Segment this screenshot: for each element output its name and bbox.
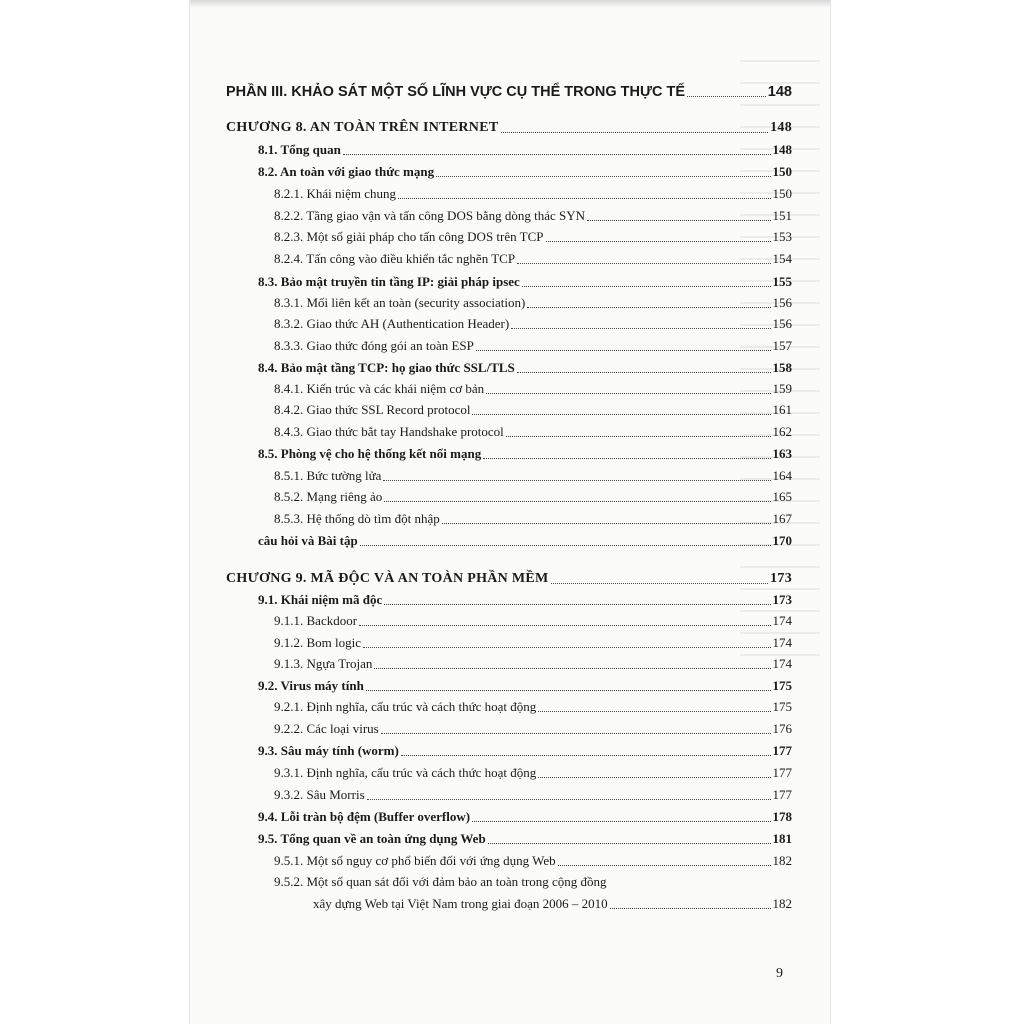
dot-leader — [366, 680, 771, 691]
toc-entry — [226, 120, 792, 136]
toc-entry-page: 182 — [772, 896, 792, 911]
dot-leader — [511, 318, 770, 329]
toc-entry-page: 173 — [772, 592, 792, 607]
toc-entry-title: xây dựng Web tại Việt Nam trong giai đoạn 2006 – 2010 — [313, 896, 608, 911]
toc-entry-page: 158 — [772, 360, 792, 375]
toc-entry — [274, 511, 792, 527]
toc-entry-title: PHẦN III. KHẢO SÁT MỘT SỐ LĨNH VỰC CỤ THỂ TRONG THỰC TẾ — [226, 84, 686, 100]
dot-leader — [398, 188, 770, 199]
toc-entry — [274, 656, 792, 672]
toc-entry-page: 153 — [772, 229, 792, 244]
toc-entry-page: 174 — [772, 656, 792, 671]
dot-leader — [401, 745, 771, 756]
dot-leader — [472, 404, 770, 415]
toc-entry-title: 8.3. Bảo mật truyền tin tầng IP: giải pháp ipsec — [258, 274, 520, 289]
toc-entry — [258, 809, 792, 825]
toc-entry-page: 177 — [772, 765, 792, 780]
toc-entry — [258, 446, 792, 462]
dot-leader — [488, 833, 771, 844]
dot-leader — [522, 276, 771, 287]
toc-entry-page: 157 — [772, 338, 792, 353]
toc-entry-title: 8.3.2. Giao thức AH (Authentication Header) — [274, 316, 510, 331]
dot-leader — [436, 166, 770, 177]
toc-entry — [258, 831, 792, 847]
toc-entry — [258, 142, 792, 158]
toc-entry-page: 159 — [772, 381, 792, 396]
toc-entry-title: 8.5.2. Mạng riêng ảo — [274, 489, 383, 504]
toc-entry-page: 174 — [772, 613, 792, 628]
toc-entry-page: 167 — [772, 511, 792, 526]
toc-entry — [274, 787, 792, 803]
dot-leader — [687, 86, 766, 97]
toc-entry — [274, 424, 792, 440]
toc-entry-title: CHƯƠNG 8. AN TOÀN TRÊN INTERNET — [226, 120, 499, 135]
toc-entry — [274, 765, 792, 781]
toc-entry — [226, 571, 792, 587]
dot-leader — [610, 898, 771, 909]
dot-leader — [383, 470, 770, 481]
toc-entry-page: 148 — [772, 142, 792, 157]
toc-entry-page: 151 — [772, 208, 792, 223]
dot-leader — [363, 637, 770, 648]
toc-entry — [258, 592, 792, 608]
dot-leader — [384, 491, 770, 502]
toc-entry-page: 175 — [772, 699, 792, 714]
toc-entry — [226, 84, 792, 100]
dot-leader — [558, 855, 771, 866]
toc-entry-page: 150 — [772, 186, 792, 201]
dot-leader — [374, 658, 770, 669]
toc-entry — [258, 533, 792, 549]
dot-leader — [483, 448, 770, 459]
dot-leader — [360, 535, 771, 546]
dot-leader — [587, 210, 771, 221]
toc-entry-page: 148 — [770, 120, 792, 135]
toc-entry-title: 8.2.1. Khái niệm chung — [274, 186, 397, 201]
dot-leader — [384, 594, 770, 605]
toc-entry-page: 156 — [772, 316, 792, 331]
dot-leader — [517, 253, 770, 264]
toc-entry-title: 9.2.1. Định nghĩa, cấu trúc và cách thức hoạt động — [274, 699, 537, 714]
toc-entry-title: 8.2. An toàn với giao thức mạng — [258, 164, 435, 179]
toc-entry-page: 161 — [772, 402, 792, 417]
toc-entry — [258, 360, 792, 376]
dot-leader — [486, 383, 770, 394]
dot-leader — [501, 122, 769, 133]
toc-entry-title: 9.2. Virus máy tính — [258, 678, 364, 693]
toc-entry — [274, 721, 792, 737]
toc-entry-page: 176 — [772, 721, 792, 736]
toc-entry-title: 9.1.2. Bom logic — [274, 635, 362, 650]
toc-entry-title: 9.1.3. Ngựa Trojan — [274, 656, 373, 671]
toc-entry-title: 8.4. Bảo mật tầng TCP: họ giao thức SSL/TLS — [258, 360, 515, 375]
toc-entry-title: 9.2.2. Các loại virus — [274, 721, 379, 736]
toc-entry — [274, 316, 792, 332]
toc-entry-title: 8.4.3. Giao thức bắt tay Handshake protocol — [274, 424, 504, 439]
toc-entry-title: 9.3.1. Định nghĩa, cấu trúc và cách thức hoạt động — [274, 765, 537, 780]
toc-entry-page: 150 — [772, 164, 792, 179]
dot-leader — [476, 340, 771, 351]
toc-entry — [274, 186, 792, 202]
toc-entry-title: 8.3.3. Giao thức đóng gói an toàn ESP — [274, 338, 474, 353]
dot-leader — [551, 573, 769, 584]
toc-entry-page: 170 — [772, 533, 792, 548]
toc-entry — [274, 295, 792, 311]
toc-entry-page: 173 — [770, 571, 792, 586]
toc-entry — [258, 164, 792, 180]
toc-entry — [274, 468, 792, 484]
page-fold-shadow — [190, 0, 830, 8]
toc-entry-title: 8.4.1. Kiến trúc và các khái niệm cơ bản — [274, 381, 485, 396]
dot-leader — [472, 811, 770, 822]
toc-entry — [258, 743, 792, 759]
toc-entry-page: 177 — [772, 787, 792, 802]
toc-entry — [274, 489, 792, 505]
toc-entry-title: 9.5. Tổng quan về an toàn ứng dụng Web — [258, 831, 486, 846]
toc-entry-title: 9.3. Sâu máy tính (worm) — [258, 743, 399, 758]
toc-entry-page: 156 — [772, 295, 792, 310]
dot-leader — [538, 767, 770, 778]
toc-entry-title: 8.1. Tổng quan — [258, 142, 341, 157]
toc-entry-title: 9.3.2. Sâu Morris — [274, 787, 365, 802]
toc-entry-title: 8.3.1. Mối liên kết an toàn (security association) — [274, 295, 526, 310]
toc-entry — [258, 678, 792, 694]
toc-entry — [274, 338, 792, 354]
toc-entry-title: 8.2.3. Một số giải pháp cho tấn công DOS trên TCP — [274, 229, 544, 244]
toc-entry — [258, 274, 792, 290]
toc-entry — [313, 896, 792, 912]
dot-leader — [527, 297, 770, 308]
toc-entry-title: 9.4. Lỗi tràn bộ đệm (Buffer overflow) — [258, 809, 471, 824]
toc-entry — [274, 613, 792, 629]
toc-entry-title: 9.1. Khái niệm mã độc — [258, 592, 383, 607]
toc-entry-page: 162 — [772, 424, 792, 439]
toc-entry-title: 8.5.1. Bức tường lửa — [274, 468, 382, 483]
dot-leader — [359, 615, 770, 626]
toc-entry-page: 163 — [772, 446, 792, 461]
toc-entry-title: 9.5.2. Một số quan sát đối với đảm bảo an toàn trong cộng đồng — [274, 874, 607, 889]
toc-entry-page: 165 — [772, 489, 792, 504]
toc-entry — [274, 635, 792, 651]
toc-entry-title: 9.5.1. Một số nguy cơ phổ biến đối với ứng dụng Web — [274, 853, 556, 868]
toc-entry — [274, 251, 792, 267]
dot-leader — [381, 723, 771, 734]
toc-entry-page: 174 — [772, 635, 792, 650]
toc-entry-title: 8.5.3. Hệ thống dò tìm đột nhập — [274, 511, 440, 526]
toc-entry-page: 155 — [772, 274, 792, 289]
dot-leader — [538, 701, 770, 712]
toc-entry-page: 178 — [772, 809, 792, 824]
toc-entry — [274, 402, 792, 418]
toc-entry-title: 8.5. Phòng vệ cho hệ thống kết nối mạng — [258, 446, 482, 461]
page-number: 9 — [776, 966, 783, 981]
toc-entry-page: 164 — [772, 468, 792, 483]
toc-entry-title: 8.4.2. Giao thức SSL Record protocol — [274, 402, 471, 417]
toc-entry — [274, 853, 792, 869]
toc-entry-page: 181 — [772, 831, 792, 846]
toc-entry-title: 9.1.1. Backdoor — [274, 613, 358, 628]
toc-entry-page: 177 — [772, 743, 792, 758]
toc-entry-title: 8.2.2. Tầng giao vận và tấn công DOS bằng dòng thác SYN — [274, 208, 585, 223]
toc-entry-page: 182 — [772, 853, 792, 868]
toc-entry — [274, 874, 792, 890]
dot-leader — [442, 513, 771, 524]
dot-leader — [343, 144, 771, 155]
toc-entry-title: câu hỏi và Bài tập — [258, 533, 358, 548]
toc-entry-page: 148 — [767, 84, 792, 100]
toc-entry-title: CHƯƠNG 9. MÃ ĐỘC VÀ AN TOÀN PHẦN MỀM — [226, 571, 549, 586]
toc-entry — [274, 229, 792, 245]
toc-entry-page: 154 — [772, 251, 792, 266]
toc-entry — [274, 381, 792, 397]
toc-entry-title: 8.2.4. Tấn công vào điều khiển tắc nghẽn TCP — [274, 251, 516, 266]
dot-leader — [367, 789, 771, 800]
toc-entry — [274, 699, 792, 715]
toc-entry — [274, 208, 792, 224]
dot-leader — [506, 426, 771, 437]
toc-entry-page: 175 — [772, 678, 792, 693]
dot-leader — [546, 231, 771, 242]
dot-leader — [517, 362, 771, 373]
